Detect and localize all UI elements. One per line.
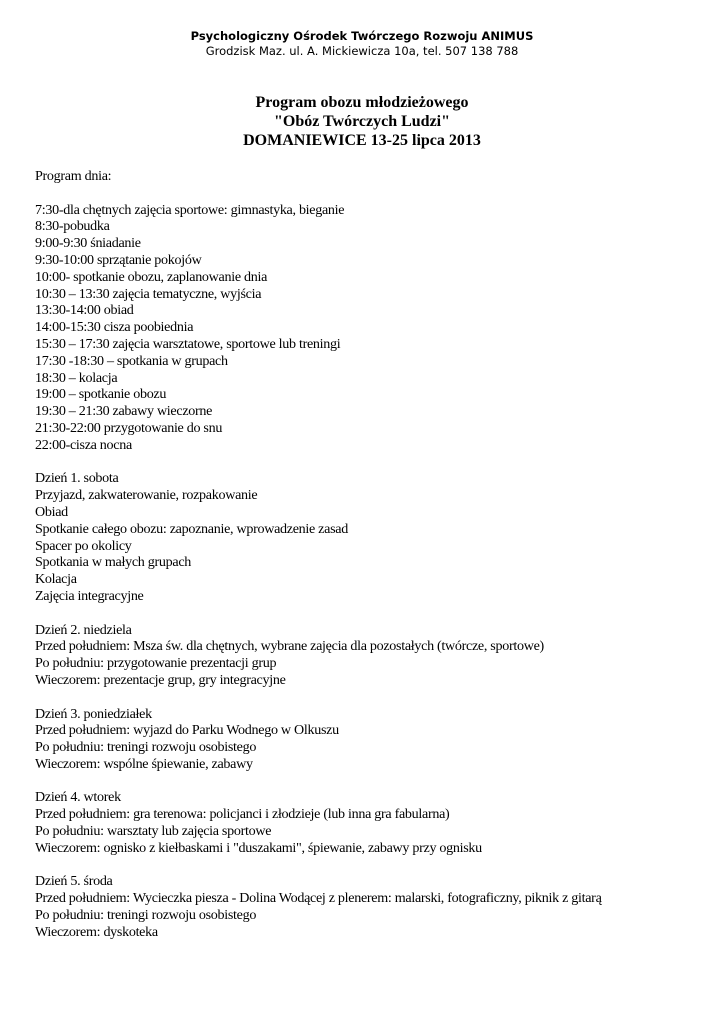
schedule-item: 15:30 – 17:30 zajęcia warsztatowe, sportowe lub treningi [35,335,341,352]
day-line: Spotkanie całego obozu: zapoznanie, wprowadzenie zasad [35,520,348,537]
day-line: Wieczorem: prezentacje grup, gry integracyjne [35,671,286,688]
day-line: Przed południem: Wycieczka piesza - Dolina Wodącej z plenerem: malarski, fotograficzny, piknik z gitarą [35,890,602,907]
letterhead [0,29,724,59]
day-section-4 [35,789,715,856]
day-line: Wieczorem: ognisko z kiełbaskami i "duszakami", śpiewanie, zabawy przy ognisku [35,839,482,856]
day-line: Spotkania w małych grupach [35,554,192,571]
day-line: Wieczorem: wspólne śpiewanie, zabawy [35,755,253,772]
day-heading: Dzień 2. niedziela [35,621,132,638]
day-section-2 [35,622,715,689]
day-line: Przyjazd, zakwaterowanie, rozpakowanie [35,487,258,504]
daily-schedule [35,202,715,454]
schedule-item: 17:30 -18:30 – spotkania w grupach [35,352,228,369]
day-line: Obiad [35,503,68,520]
schedule-item: 14:00-15:30 cisza poobiednia [35,319,194,336]
organization-address: Grodzisk Maz. ul. A. Mickiewicza 10a, tel. 507 138 788 [205,44,519,58]
organization-name: Psychologiczny Ośrodek Twórczego Rozwoju ANIMUS [190,29,534,43]
schedule-item: 22:00-cisza nocna [35,436,132,453]
title-line-3: DOMANIEWICE 13-25 lipca 2013 [243,132,481,149]
day-line: Po południu: warsztaty lub zajęcia sportowe [35,823,272,840]
day-line: Spacer po okolicy [35,537,132,554]
day-line: Przed południem: wyjazd do Parku Wodnego w Olkuszu [35,722,339,739]
day-line: Wieczorem: dyskoteka [35,923,158,940]
schedule-item: 18:30 – kolacja [35,369,118,386]
day-line: Przed południem: Msza św. dla chętnych, wybrane zajęcia dla pozostałych (twórcze, sportowe) [35,638,544,655]
schedule-item: 13:30-14:00 obiad [35,302,134,319]
day-section-5 [35,873,715,940]
title-line-1: Program obozu młodzieżowego [255,94,469,111]
day-heading: Dzień 1. sobota [35,470,119,487]
day-line: Zajęcia integracyjne [35,587,144,604]
schedule-item: 9:00-9:30 śniadanie [35,235,141,252]
day-section-3 [35,706,715,773]
day-line: Kolacja [35,571,77,588]
schedule-item: 8:30-pobudka [35,218,110,235]
program-body [35,168,715,941]
daily-heading: Program dnia: [35,168,112,184]
schedule-item: 7:30-dla chętnych zajęcia sportowe: gimnastyka, bieganie [35,201,345,218]
schedule-item: 10:00- spotkanie obozu, zaplanowanie dnia [35,268,268,285]
day-heading: Dzień 5. środa [35,873,113,890]
day-line: Po południu: treningi rozwoju osobistego [35,739,257,756]
schedule-item: 19:30 – 21:30 zabawy wieczorne [35,403,213,420]
day-line: Po południu: przygotowanie prezentacji grup [35,655,277,672]
day-section-1 [35,470,715,604]
day-line: Po południu: treningi rozwoju osobistego [35,907,257,924]
schedule-item: 9:30-10:00 sprzątanie pokojów [35,251,202,268]
schedule-item: 21:30-22:00 przygotowanie do snu [35,419,223,436]
schedule-item: 10:30 – 13:30 zajęcia tematyczne, wyjścia [35,285,262,302]
day-heading: Dzień 4. wtorek [35,789,121,806]
schedule-item: 19:00 – spotkanie obozu [35,386,167,403]
day-heading: Dzień 3. poniedziałek [35,705,152,722]
day-line: Przed południem: gra terenowa: policjanci i złodzieje (lub inna gra fabularna) [35,806,450,823]
document-title [0,93,724,150]
title-line-2: "Obóz Twórczych Ludzi" [274,113,450,130]
